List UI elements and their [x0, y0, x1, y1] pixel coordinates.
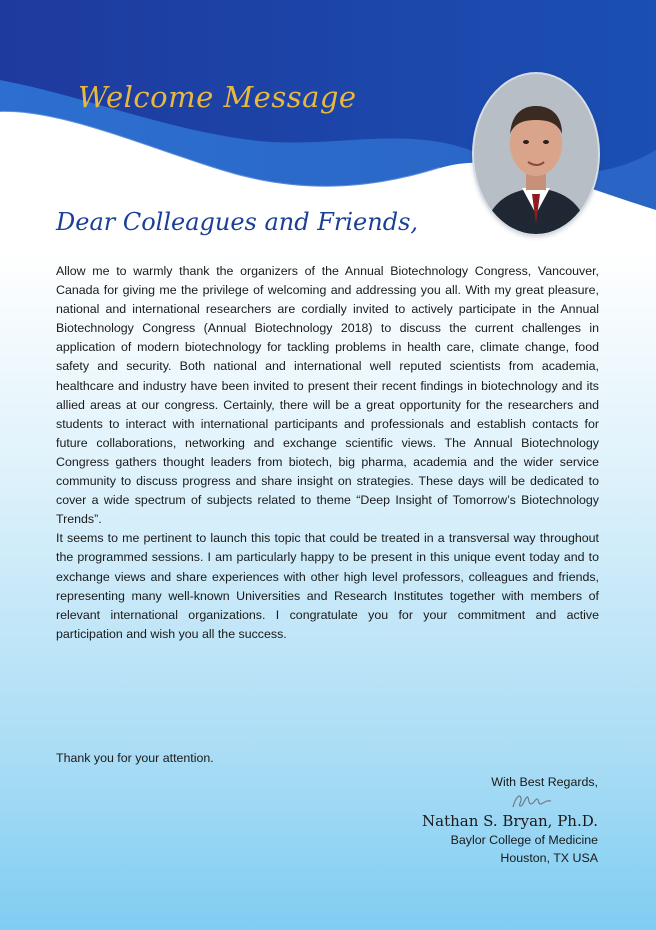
greeting-heading: Dear Colleagues and Friends,	[56, 208, 419, 236]
signatory-name: Nathan S. Bryan, Ph.D.	[422, 812, 598, 830]
regards-line: With Best Regards,	[491, 775, 598, 789]
page-title: Welcome Message	[78, 80, 357, 114]
handwritten-signature	[510, 792, 554, 810]
signatory-location: Houston, TX USA	[500, 851, 598, 865]
signatory-affiliation: Baylor College of Medicine	[450, 833, 598, 847]
body-paragraph: Allow me to warmly thank the organizers of the Annual Biotechnology Congress, Vancouver, Canada for giving me the privilege of welcoming and addressing you all. With my great pleasure, national and international researchers are cordially invited to actively participate in the Annual Biotechnology Congress (Annual Biotechnology 2018) to discuss the current challenges in application of modern biotechnology for tackling problems in health care, climate change, food safety and security. Both national and international well reputed scientists from academia, healthcare and industry have been invited to present their recent findings in biotechnology and its allied areas at our congress. Certainly, there will be a great opportunity for the researchers and students to interact with international participants and professionals and establish contacts for future collaborations, networking and exchange scientific views. The Annual Biotechnology Congress gathers thought leaders from biotech, big pharma, academia and the wider service community to discuss progress and share insight on strategies. These days will be dedicated to cover a wide spectrum of subjects related to theme “Deep Insight of Tomorrow’s Biotechnology Trends”.	[56, 264, 599, 527]
signature-block	[338, 773, 598, 867]
speaker-photo	[474, 74, 598, 234]
thanks-line: Thank you for your attention.	[56, 751, 214, 765]
portrait-image	[474, 74, 598, 234]
body-paragraph: It seems to me pertinent to launch this topic that could be treated in a transversal way throughout the programmed sessions. I am particularly happy to be present in this unique event today and to exchange views and share experiences with other high level professors, colleagues and friends, representing many well-known Universities and Research Institutes together with members of relevant international organizations. I congratulate you for your commitment and active participation and wish you all the success.	[56, 531, 599, 641]
letter-body	[56, 262, 599, 644]
